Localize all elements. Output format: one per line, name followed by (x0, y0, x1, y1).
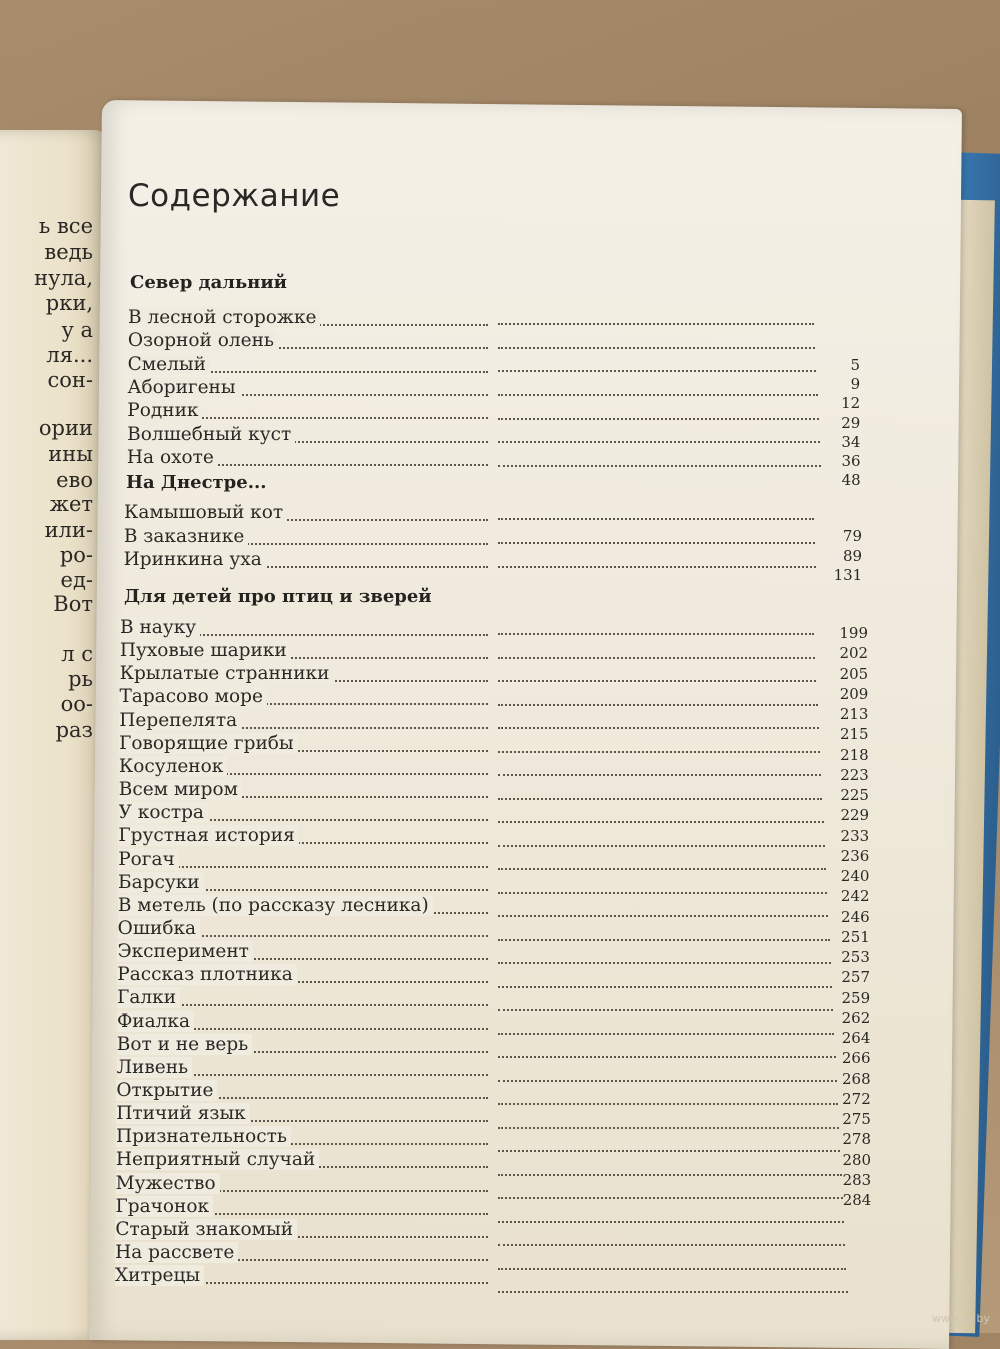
page-number: 246 (841, 907, 870, 926)
leader-dots (498, 564, 816, 568)
left-fragment: ля... (46, 343, 93, 367)
toc-entry-title: Всем миром (119, 779, 242, 800)
page-number: 36 (841, 452, 861, 470)
left-fragment: раз (55, 718, 93, 742)
left-fragment: жет (49, 492, 93, 516)
left-fragment: или- (44, 518, 93, 542)
toc-entry (119, 779, 488, 803)
toc-entry-title: Барсуки (118, 872, 204, 893)
toc-entry (118, 825, 488, 849)
leader-dots (498, 749, 820, 753)
toc-entry-title: Вот и не верь (117, 1034, 253, 1055)
toc-entry-title: Ошибка (118, 918, 200, 939)
leader-dots (498, 725, 819, 729)
toc-entry-title: Иринкина уха (124, 549, 266, 570)
toc-entry-title: Крылатые странники (120, 663, 334, 684)
leader-dots (498, 1078, 837, 1082)
leader-dots (498, 1219, 844, 1223)
page-number: 131 (833, 566, 863, 584)
toc-entry (119, 802, 488, 826)
leader-dots (498, 866, 826, 870)
leader-dots (498, 913, 828, 917)
page-number: 199 (839, 624, 868, 642)
leader-dots (498, 368, 816, 372)
toc-entry-title: Мужество (116, 1173, 220, 1194)
toc-entry (116, 1196, 489, 1220)
toc-entry (117, 964, 488, 988)
page-number: 229 (840, 806, 870, 825)
toc-entry-title: Эксперимент (117, 941, 252, 962)
section-heading: На Днестре... (126, 472, 267, 493)
toc-entry-title: В науку (120, 617, 200, 638)
toc-entry (120, 640, 488, 664)
toc-entry-title: В лесной сторожке (128, 307, 320, 328)
section-heading: Север дальний (130, 272, 288, 293)
page-number: 218 (840, 745, 869, 764)
toc-entry (127, 424, 488, 448)
toc-entry-title: Перепелята (119, 710, 241, 731)
toc-entry (117, 987, 488, 1011)
toc-entry-title: Птичий язык (116, 1103, 250, 1124)
toc-entry-title: Аборигены (127, 377, 239, 398)
toc-entry (115, 1265, 488, 1289)
toc-entry (119, 710, 488, 734)
page-number: 262 (841, 1008, 871, 1027)
page-number: 215 (839, 725, 869, 744)
toc-entry (118, 849, 488, 873)
watermark: www.ay.by (931, 1312, 990, 1325)
toc-entry (127, 400, 488, 424)
page-number: 29 (841, 413, 861, 432)
toc-entry (119, 686, 488, 710)
toc-entry-title: Старый знакомый (115, 1219, 297, 1240)
left-fragment: у а (61, 318, 93, 342)
toc-entry-title: Открытие (116, 1080, 217, 1101)
page-number: 209 (839, 684, 869, 703)
page-number: 257 (841, 968, 871, 987)
toc-entry-title: Неприятный случай (116, 1149, 319, 1170)
page-number: 280 (842, 1150, 872, 1169)
toc-entry-title: Ливень (117, 1057, 193, 1078)
leader-dots (498, 1172, 842, 1176)
page-number: 202 (839, 644, 869, 663)
leader-dots (498, 984, 832, 988)
toc-entry (117, 941, 488, 965)
toc-entry-title: Волшебный куст (127, 424, 295, 445)
leader-dots (498, 439, 820, 443)
left-fragment: нула, (34, 266, 93, 290)
leader-dots (498, 1195, 843, 1199)
leader-dots (498, 796, 822, 800)
toc-entry-title: Признательность (116, 1126, 291, 1147)
leader-dots (498, 321, 814, 325)
section-heading: Для детей про птиц и зверей (124, 586, 432, 607)
leader-dots (498, 1289, 848, 1293)
page-number: 278 (842, 1130, 871, 1149)
leader-dots (498, 843, 825, 847)
toc-entry (118, 872, 488, 896)
left-fragment: оо- (60, 692, 93, 716)
leader-dots (498, 1148, 840, 1152)
toc-entry-title: Косуленок (119, 756, 227, 777)
leader-dots (498, 345, 815, 349)
page-title: Содержание (128, 178, 341, 214)
page-number: 268 (841, 1069, 871, 1088)
leader-dots (498, 655, 815, 659)
leader-dots (498, 463, 821, 467)
toc-entry-title: Грачонок (116, 1196, 214, 1217)
leader-dots (498, 702, 818, 706)
toc-entry (118, 895, 488, 919)
toc-entry (128, 330, 488, 354)
page-number: 34 (841, 432, 861, 451)
toc-entry (120, 663, 488, 687)
toc-entry (124, 526, 488, 550)
left-fragment: ории (38, 416, 93, 440)
leader-dots (498, 890, 827, 894)
toc-entry-title: В метель (по рассказу лесника) (118, 895, 433, 916)
toc-entry (116, 1173, 488, 1197)
toc-entry (116, 1149, 488, 1173)
page-number: 253 (841, 948, 870, 966)
toc-entry (119, 733, 488, 757)
toc-entry-title: Рогач (118, 849, 179, 870)
page-number: 242 (840, 887, 870, 906)
left-fragment: л с (61, 642, 93, 666)
toc-entry (128, 307, 488, 331)
toc-entry-title: Грустная история (118, 825, 298, 846)
left-fragment: ины (48, 442, 93, 466)
toc-entry-title: На охоте (127, 447, 218, 468)
left-fragment: ро- (59, 543, 93, 567)
page-number: 213 (839, 705, 869, 723)
leader-dots (498, 516, 814, 520)
page-number: 240 (840, 867, 870, 885)
page-number: 225 (840, 786, 869, 804)
leader-dots (498, 1266, 846, 1270)
toc-entry (124, 549, 488, 573)
page-number: 284 (842, 1191, 872, 1209)
page-number: 264 (841, 1029, 871, 1047)
toc-entry-title: Пуховые шарики (120, 640, 291, 661)
toc-entry-title: На рассвете (115, 1242, 238, 1263)
toc-entry (127, 447, 488, 471)
left-fragment: ь все (38, 214, 93, 238)
left-fragment: рь (68, 667, 93, 691)
leader-dots (498, 416, 819, 420)
toc-entry (127, 377, 488, 401)
toc-entry (119, 756, 488, 780)
page-number: 251 (841, 927, 870, 946)
page-number: 283 (842, 1170, 872, 1189)
leader-dots (498, 1054, 836, 1058)
leader-dots (498, 540, 815, 544)
toc-entry (124, 502, 488, 526)
left-fragment: Вот (53, 592, 93, 616)
left-fragment: ево (56, 468, 93, 492)
page-number: 12 (841, 394, 861, 413)
page-number: 233 (840, 826, 870, 845)
left-fragment: сон- (47, 368, 93, 392)
left-fragment: ед- (60, 568, 93, 592)
page-number: 259 (841, 988, 871, 1007)
page-number: 5 (850, 356, 860, 374)
page-number: 205 (839, 664, 869, 683)
toc-entry-title: Хитрецы (115, 1265, 204, 1286)
leader-dots (498, 819, 824, 823)
left-fragment: ведь (44, 240, 93, 264)
page-number: 9 (850, 375, 861, 394)
toc-entry (116, 1103, 488, 1127)
page-number: 89 (843, 546, 863, 565)
page-number: 223 (840, 765, 869, 784)
leader-dots (498, 1242, 845, 1246)
toc-entry-title: Говорящие грибы (119, 733, 298, 754)
page-number: 266 (841, 1049, 871, 1068)
page-number: 79 (842, 527, 862, 545)
toc-entry (117, 1011, 488, 1035)
toc-entry (118, 918, 488, 942)
toc-entry (120, 617, 488, 641)
page-number: 236 (840, 846, 870, 865)
page-number: 272 (842, 1089, 871, 1108)
leader-dots (498, 678, 816, 682)
toc-entry (115, 1242, 488, 1266)
toc-entry (117, 1057, 488, 1081)
toc-entry-title: Смелый (128, 354, 210, 375)
page-number: 275 (842, 1110, 871, 1128)
toc-entry-title: Галки (117, 987, 180, 1008)
left-page (0, 130, 105, 1340)
toc-entry-title: Тарасово море (119, 686, 267, 707)
leader-dots (498, 1007, 833, 1011)
leader-dots (498, 960, 831, 964)
toc-entry-title: Фиалка (117, 1011, 194, 1032)
leader-dots (498, 772, 821, 776)
toc-entry-title: Рассказ плотника (117, 964, 296, 985)
leader-dots (498, 1101, 838, 1105)
toc-entry-title: В заказнике (124, 526, 248, 547)
toc-entry (115, 1219, 488, 1243)
left-fragment: рки, (45, 291, 93, 315)
toc-entry-title: Озорной олень (128, 330, 278, 351)
toc-entry (128, 354, 488, 378)
leader-dots (498, 1125, 839, 1129)
leader-dots (498, 937, 830, 941)
toc-entry-title: У костра (119, 802, 208, 823)
toc-entry (116, 1126, 488, 1150)
leader-dots (498, 392, 818, 396)
toc-entry-title: Родник (127, 400, 202, 421)
leader-dots (498, 1031, 834, 1035)
toc-entry-title: Камышовый кот (124, 502, 287, 523)
leader-dots (498, 631, 814, 635)
toc-entry (117, 1034, 488, 1058)
page-number: 48 (841, 471, 861, 490)
toc-entry (116, 1080, 488, 1104)
